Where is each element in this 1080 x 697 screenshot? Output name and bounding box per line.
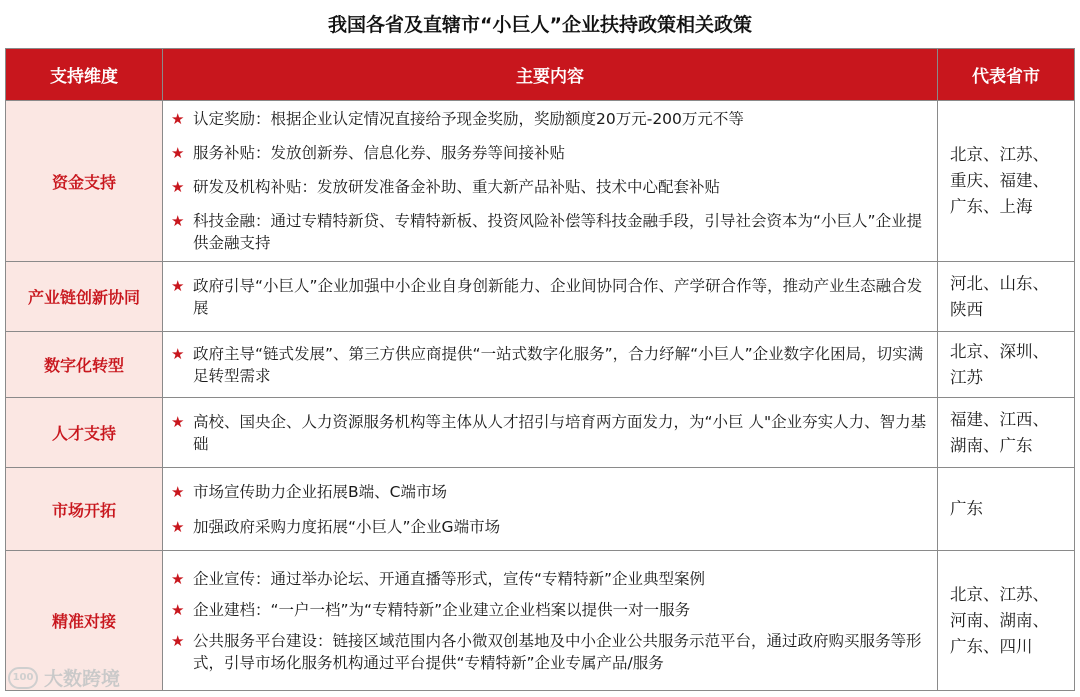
item-text: 政府主导“链式发展”、第三方供应商提供“一站式数字化服务”，合力纾解“小巨人”企业数字化困局，切实满足转型需求 bbox=[193, 344, 924, 385]
province-line: 广东、上海 bbox=[950, 197, 1033, 216]
item-text: 科技金融：通过专精特新贷、专精特新板、投资风险补偿等科技金融手段，引导社会资本为“小巨人”企业提供金融支持 bbox=[193, 212, 923, 252]
province-line: 湖南、广东 bbox=[950, 435, 1033, 455]
provinces-cell bbox=[938, 262, 1075, 332]
province-line: 广东、四川 bbox=[950, 636, 1033, 656]
province-line: 陕西 bbox=[950, 299, 983, 319]
list-item bbox=[171, 275, 931, 319]
star-icon: ★ bbox=[171, 178, 185, 196]
content-cell bbox=[163, 332, 938, 398]
province-line: 北京、江苏、 bbox=[950, 584, 1049, 604]
header-content: 主要内容 bbox=[163, 49, 938, 101]
item-text: 公共服务平台建设：链接区域范围内各小微双创基地及中小企业公共服务示范平台，通过政府购买服务等形式，引导市场化服务机构通过平台提供“专精特新”企业专属产品/服务 bbox=[193, 631, 922, 672]
table-row bbox=[6, 468, 1075, 551]
list-item bbox=[171, 343, 931, 387]
list-item bbox=[171, 568, 931, 590]
dimension-cell: 资金支持 bbox=[6, 101, 163, 262]
provinces-cell bbox=[938, 332, 1075, 398]
item-text: 政府引导“小巨人”企业加强中小企业自身创新能力、企业间协同合作、产学研合作等，推动产业生态融合发展 bbox=[193, 276, 923, 317]
list-item bbox=[171, 599, 931, 621]
star-icon: ★ bbox=[171, 276, 185, 295]
star-icon: ★ bbox=[171, 482, 185, 501]
watermark-text: 大数跨境 bbox=[44, 668, 121, 690]
item-text: 研发及机构补贴：发放研发准备金补助、重大新产品补贴、技术中心配套补贴 bbox=[193, 178, 721, 196]
content-cell bbox=[163, 468, 938, 551]
list-item bbox=[171, 176, 931, 198]
provinces-cell bbox=[938, 398, 1075, 468]
watermark-logo-icon: 100 bbox=[8, 667, 38, 689]
star-icon: ★ bbox=[171, 517, 185, 536]
star-icon: ★ bbox=[171, 600, 185, 619]
star-icon: ★ bbox=[171, 412, 185, 431]
table-row bbox=[6, 262, 1075, 332]
star-icon: ★ bbox=[171, 344, 185, 363]
dimension-cell: 数字化转型 bbox=[6, 332, 163, 398]
star-icon: ★ bbox=[171, 631, 185, 650]
list-item bbox=[171, 142, 931, 164]
dimension-cell: 精准对接 bbox=[6, 551, 163, 691]
content-cell bbox=[163, 398, 938, 468]
province-line: 江苏 bbox=[950, 367, 983, 387]
header-provinces: 代表省市 bbox=[938, 49, 1075, 101]
item-text: 认定奖励：根据企业认定情况直接给予现金奖励，奖励额度20万元-200万元不等 bbox=[193, 110, 744, 128]
policy-table bbox=[5, 48, 1075, 691]
star-icon: ★ bbox=[171, 144, 185, 162]
item-text: 企业建档：“一户一档”为“专精特新”企业建立企业档案以提供一对一服务 bbox=[193, 600, 691, 619]
content-cell bbox=[163, 101, 938, 262]
item-text: 市场宣传助力企业拓展B端、C端市场 bbox=[193, 482, 447, 501]
list-item bbox=[171, 411, 931, 455]
province-line: 重庆、福建、 bbox=[950, 171, 1049, 190]
item-text: 服务补贴：发放创新券、信息化券、服务券等间接补贴 bbox=[193, 144, 566, 162]
content-cell bbox=[163, 551, 938, 691]
table-row bbox=[6, 551, 1075, 691]
dimension-cell: 产业链创新协同 bbox=[6, 262, 163, 332]
item-text: 加强政府采购力度拓展“小巨人”企业G端市场 bbox=[193, 517, 501, 536]
star-icon: ★ bbox=[171, 569, 185, 588]
table-title: 我国各省及直辖市“小巨人”企业扶持政策相关政策 bbox=[328, 14, 752, 36]
dimension-cell: 市场开拓 bbox=[6, 468, 163, 551]
dimension-cell: 人才支持 bbox=[6, 398, 163, 468]
item-text: 高校、国央企、人力资源服务机构等主体从人才招引与培育两方面发力，为“小巨 人"企业夯实人力、智力基础 bbox=[193, 412, 927, 453]
list-item bbox=[171, 481, 931, 503]
item-text: 企业宣传：通过举办论坛、开通直播等形式，宣传“专精特新”企业典型案例 bbox=[193, 569, 706, 588]
star-icon: ★ bbox=[171, 110, 185, 128]
table-row bbox=[6, 332, 1075, 398]
table-row bbox=[6, 398, 1075, 468]
province-line: 福建、江西、 bbox=[950, 409, 1049, 429]
header-dimension: 支持维度 bbox=[6, 49, 163, 101]
province-line: 北京、深圳、 bbox=[950, 341, 1049, 361]
province-line: 广东 bbox=[950, 499, 983, 518]
content-cell bbox=[163, 262, 938, 332]
provinces-cell bbox=[938, 101, 1075, 262]
list-item bbox=[171, 210, 931, 254]
province-line: 北京、江苏、 bbox=[950, 145, 1049, 164]
list-item bbox=[171, 630, 931, 674]
province-line: 河北、山东、 bbox=[950, 273, 1049, 293]
watermark bbox=[8, 664, 120, 691]
list-item bbox=[171, 516, 931, 538]
provinces-cell bbox=[938, 551, 1075, 691]
header-row bbox=[6, 49, 1075, 101]
star-icon: ★ bbox=[171, 212, 185, 230]
list-item bbox=[171, 108, 931, 130]
province-line: 河南、湖南、 bbox=[950, 610, 1049, 630]
table-row bbox=[6, 101, 1075, 262]
provinces-cell bbox=[938, 468, 1075, 551]
